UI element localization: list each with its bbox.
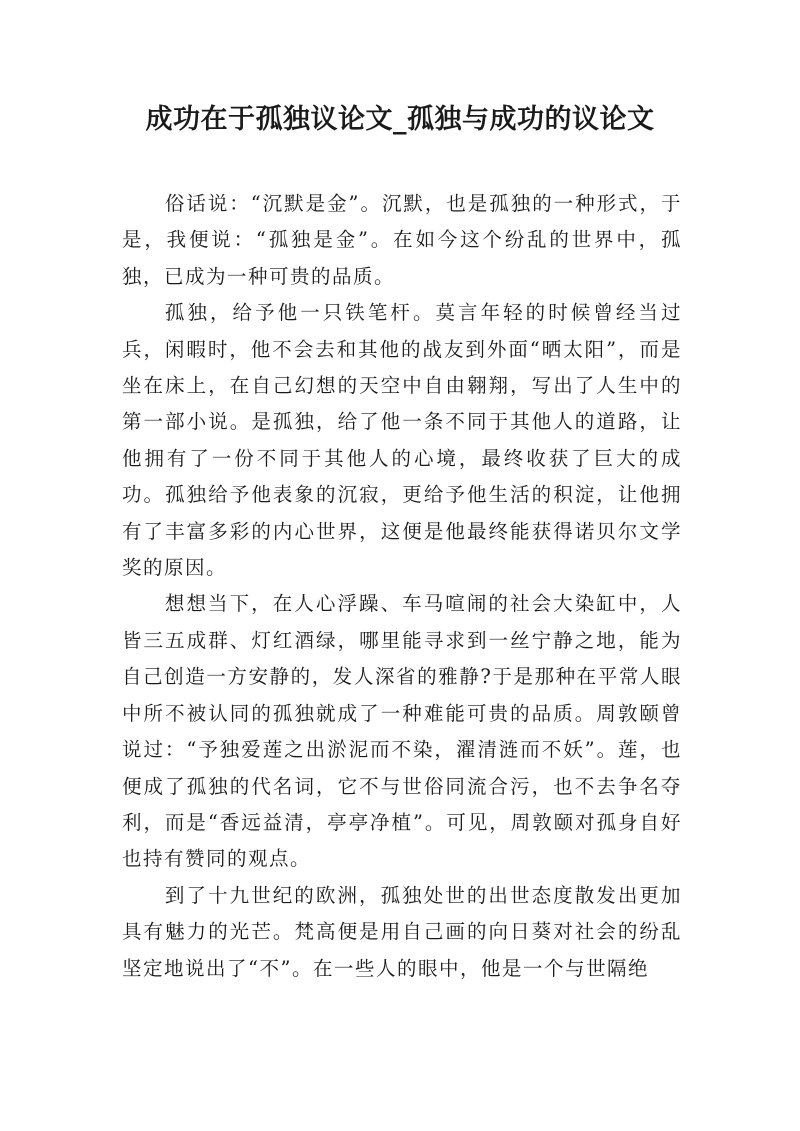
paragraph: 到了十九世纪的欧洲，孤独处世的出世态度散发出更加具有魅力的光芒。梵高便是用自己画的向日葵对社会的纷乱坚定地说出了“不”。在一些人的眼中，他是一个与世隔绝 (122, 883, 682, 980)
document-body (122, 186, 682, 987)
document-title: 成功在于孤独议论文_孤独与成功的议论文 (145, 104, 655, 135)
paragraph: 想想当下，在人心浮躁、车马喧闹的社会大染缸中，人皆三五成群、灯红酒绿，哪里能寻求到一丝宁静之地，能为自己创造一方安静的，发人深省的雅静?于是那种在平常人眼中所不被认同的孤独就成了一种难能可贵的品质。周敦颐曾说过：“予独爱莲之出淤泥而不染，濯清涟而不妖”。莲，也便成了孤独的代名词，它不与世俗同流合污，也不去争名夺利，而是“香远益清，亭亭净植”。可见，周敦颐对孤身自好也持有赞同的观点。 (122, 592, 682, 871)
paragraph: 俗话说：“沉默是金”。沉默，也是孤独的一种形式，于是，我便说：“孤独是金”。在如今这个纷乱的世界中，孤独，已成为一种可贵的品质。 (122, 192, 682, 288)
paragraph: 孤独，给予他一只铁笔杆。莫言年轻的时候曾经当过兵，闲暇时，他不会去和其他的战友到外面“晒太阳”，而是坐在床上，在自己幻想的天空中自由翱翔，写出了人生中的第一部小说。是孤独，给了他一条不同于其他人的道路，让他拥有了一份不同于其他人的心境，最终收获了巨大的成功。孤独给予他表象的沉寂，更给予他生活的积淀，让他拥有了丰富多彩的内心世界，这便是他最终能获得诺贝尔文学奖的原因。 (122, 301, 682, 580)
